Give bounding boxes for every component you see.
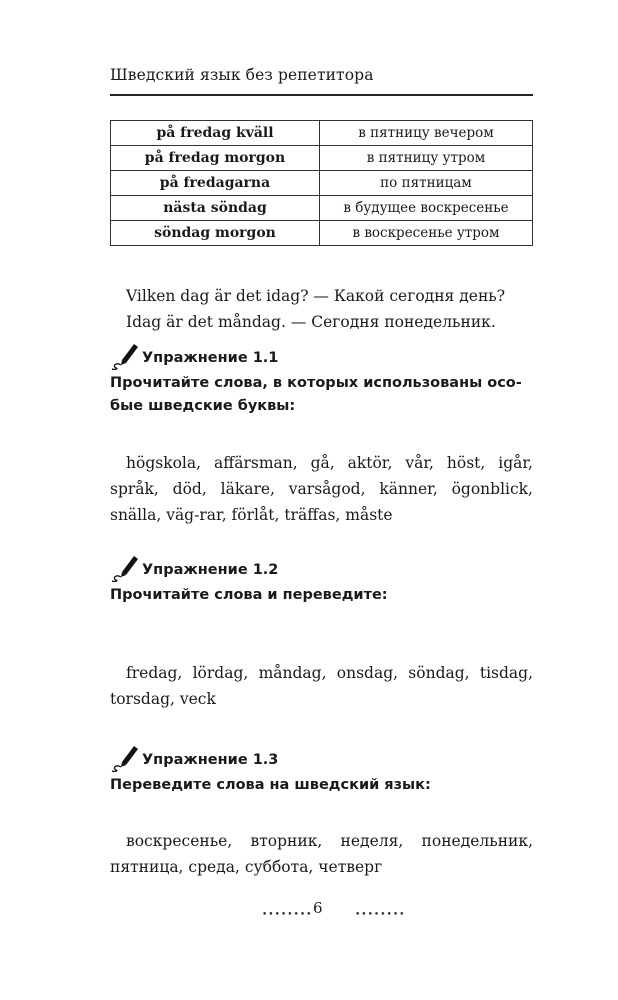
table-row	[111, 121, 533, 146]
dialogue-line: Vilken dag är det idag? — Какой сегодня день?	[126, 287, 506, 305]
vocabulary-table	[110, 120, 533, 246]
swedish-phrase: nästa söndag	[111, 196, 320, 221]
table-row	[111, 171, 533, 196]
exercise-1-3	[110, 742, 533, 812]
swedish-phrase: på fredag morgon	[111, 146, 320, 171]
exercise-content: fredag, lördag, måndag, onsdag, söndag, tisdag, torsdag, veck	[110, 664, 533, 708]
pen-icon	[110, 552, 140, 582]
exercise-title: Упражнение 1.3	[142, 752, 279, 768]
table-row	[111, 221, 533, 246]
swedish-phrase: på fredag kväll	[111, 121, 320, 146]
pen-icon	[110, 742, 140, 772]
exercise-title: Упражнение 1.2	[142, 562, 279, 578]
russian-translation: в пятницу утром	[320, 146, 533, 171]
swedish-phrase: söndag morgon	[111, 221, 320, 246]
exercise-task: Прочитайте слова и переведите:	[110, 587, 388, 603]
table-row	[111, 146, 533, 171]
exercise-1-1	[110, 340, 533, 430]
exercise-task: Переведите слова на шведский язык:	[110, 777, 431, 793]
swedish-phrase: på fredagarna	[111, 171, 320, 196]
exercise-1-2	[110, 552, 533, 622]
russian-translation: по пятницам	[320, 171, 533, 196]
footer-ornament-right: ••••••••	[355, 910, 406, 920]
header-rule	[110, 94, 533, 96]
exercise-content: högskola, affärsman, gå, aktör, vår, höst, igår, språk, död, läkare, varsågod, känner, ögonblick, snälla, väg-rar, förlåt, träffas, måste	[110, 454, 533, 524]
exercise-title: Упражнение 1.1	[142, 350, 279, 366]
table-row	[111, 196, 533, 221]
dialogue-line: Idag är det måndag. — Сегодня понедельник.	[126, 313, 496, 331]
footer-ornament-left: ••••••••	[262, 910, 313, 920]
running-head: Шведский язык без репетитора	[110, 66, 374, 84]
exercise-task: Прочитайте слова, в которых использованы осо-бые шведские буквы:	[110, 375, 522, 414]
russian-translation: в пятницу вечером	[320, 121, 533, 146]
pen-icon	[110, 340, 140, 370]
exercise-content: воскресенье, вторник, неделя, понедельник, пятница, среда, суббота, четверг	[110, 832, 533, 876]
russian-translation: в воскресенье утром	[320, 221, 533, 246]
russian-translation: в будущее воскресенье	[320, 196, 533, 221]
page-number: 6	[313, 899, 323, 917]
page-footer	[0, 899, 618, 919]
